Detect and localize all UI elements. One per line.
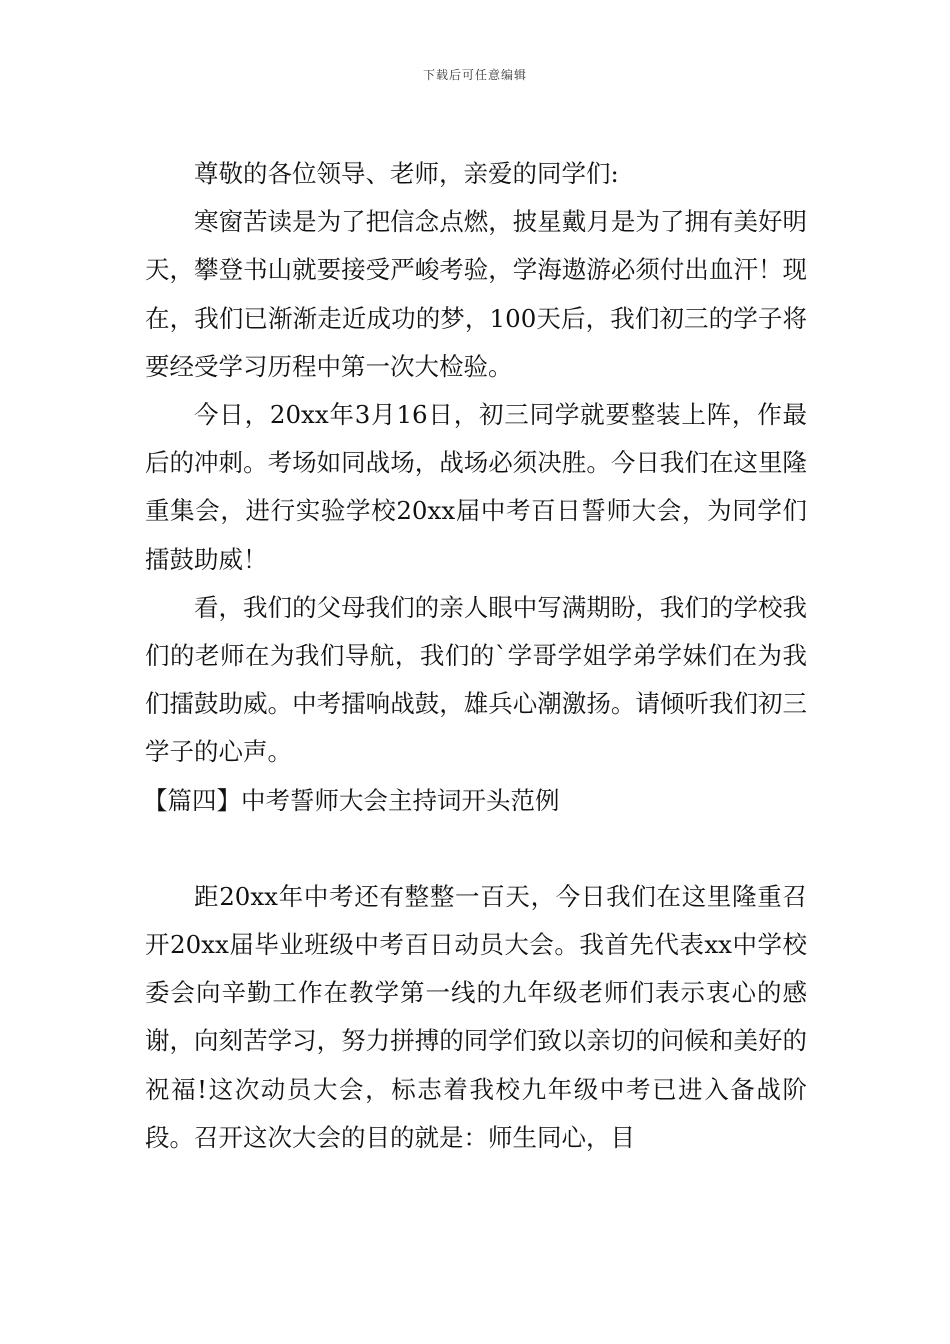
section-spacer [145,825,807,873]
paragraph-3: 看，我们的父母我们的亲人眼中写满期盼，我们的学校我们的老师在为我们导航，我们的`学哥学姐学弟学妹们在为我们擂鼓助威。中考擂响战鼓，雄兵心潮激扬。请倾听我们初三学子的心声。 [145,592,807,767]
paragraph-2: 今日，20xx年3月16日，初三同学就要整装上阵，作最后的冲刺。考场如同战场，战场必须决胜。今日我们在这里隆重集会，进行实验学校20xx届中考百日誓师大会，为同学们擂鼓助威！ [145,400,807,574]
header-note: 下载后可任意编辑 [422,68,527,82]
section-heading: 【篇四】中考誓师大会主持词开头范例 [143,785,560,815]
paragraph-1: 寒窗苦读是为了把信念点燃，披星戴月是为了拥有美好明天，攀登书山就要接受严峻考验，学海遨游必须付出血汗！现在，我们已渐渐走近成功的梦，100天后，我们初三的学子将要经受学习历程中第一次大检验。 [145,207,807,381]
section-paragraph-1: 距20xx年中考还有整整一百天，今日我们在这里隆重召开20xx届毕业班级中考百日动员大会。我首先代表xx中学校委会向辛勤工作在教学第一线的九年级老师们表示衷心的感谢，向刻苦学习，努力拼搏的同学们致以亲切的问候和美好的祝福!这次动员大会，标志着我校九年级中考已进入备战阶段。召开这次大会的目的就是：师生同心，目 [145,881,807,1152]
salutation: 尊敬的各位领导、老师，亲爱的同学们: [194,159,619,188]
document-body [145,150,807,1162]
